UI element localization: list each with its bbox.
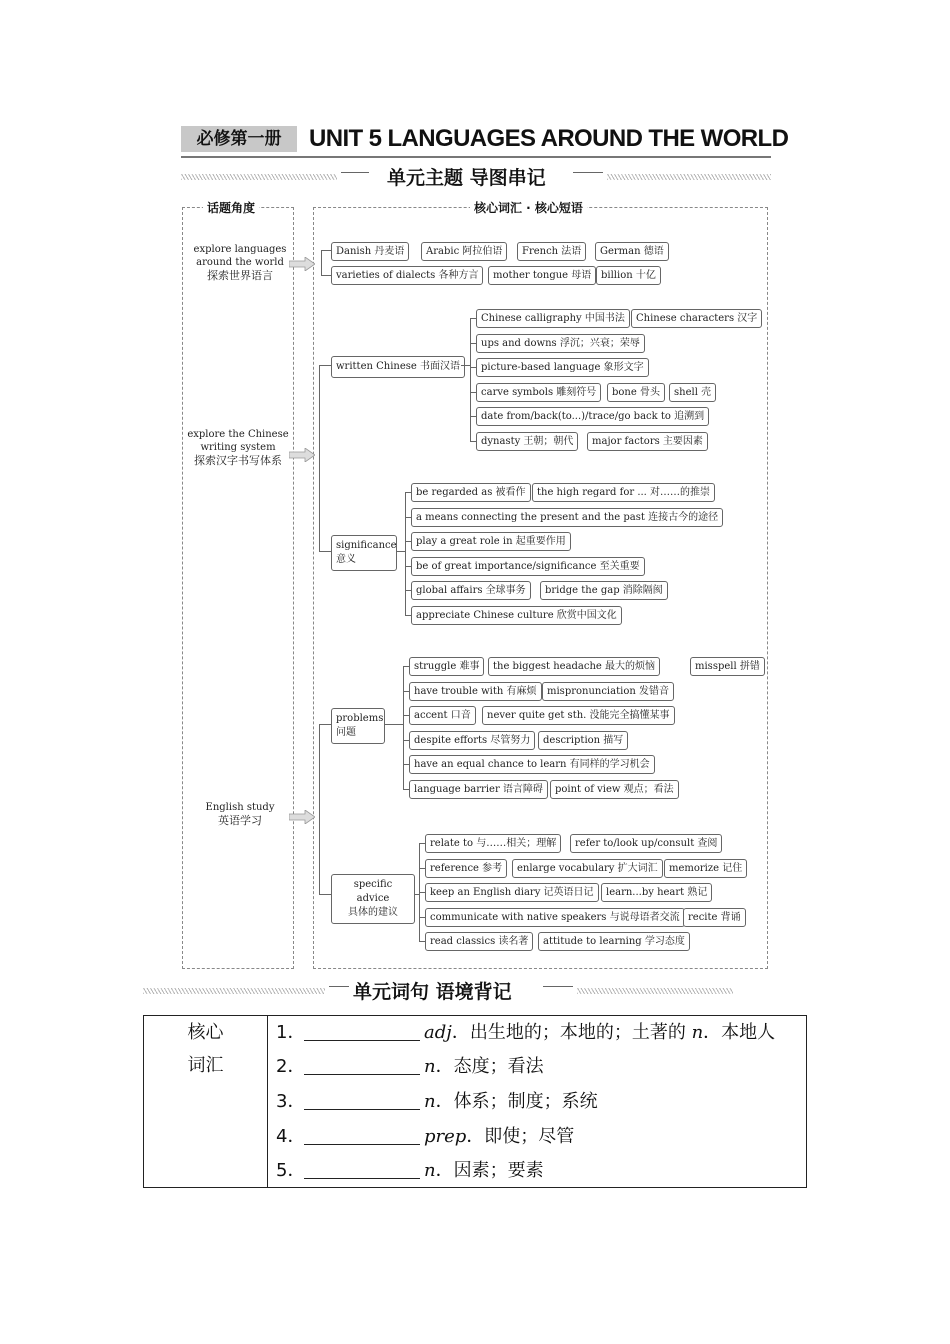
meaning: ．因素；要素 (435, 1160, 544, 1181)
meaning: ．体系；制度；系统 (435, 1091, 598, 1112)
vocab-item: memorize 记住 (664, 859, 747, 878)
hub-en: significance (336, 540, 397, 551)
arrow-right-icon (289, 448, 315, 462)
topic-cn: 探索世界语言 (207, 269, 273, 282)
page-header (181, 124, 789, 158)
vocab-item: misspell 拼错 (690, 657, 765, 676)
topic-angle-label: 话题角度 (203, 200, 259, 216)
connector (470, 318, 471, 442)
unit-title: UNIT 5 LANGUAGES AROUND THE WORLD (309, 125, 789, 152)
connector (319, 894, 331, 895)
banner-title: 单元主题 导图串记 (387, 167, 546, 189)
vocab-item: recite 背诵 (683, 908, 746, 927)
banner-wing (543, 986, 573, 997)
answer-blank[interactable] (304, 1120, 420, 1145)
connector (321, 250, 331, 251)
book-tag: 必修第一册 (181, 126, 297, 152)
arrow-right-icon (289, 810, 315, 824)
vocab-row (276, 1016, 775, 1050)
header-rule (181, 156, 771, 158)
connector (403, 666, 404, 790)
hub-problems (331, 708, 385, 744)
connector (321, 275, 331, 276)
vocab-item: date from/back(to...)/trace/go back to 追溯到 (476, 407, 709, 426)
vocab-item: communicate with native speakers 与说母语者交流 (425, 908, 685, 927)
vocab-item: a means connecting the present and the past 连接古今的途径 (411, 508, 723, 527)
vocab-item: accent 口音 (409, 706, 476, 725)
hub-specific-advice (331, 874, 415, 924)
meaning: ．态度；看法 (435, 1056, 544, 1077)
section-banner-mindmap (181, 164, 771, 192)
connector (319, 365, 320, 551)
hub-cn: 问题 (336, 727, 356, 738)
hatch-decoration (577, 988, 733, 994)
banner-title: 单元词句 语境背记 (353, 981, 512, 1003)
connector (319, 724, 331, 725)
connector (405, 492, 406, 616)
vocab-item: mother tongue 母语 (488, 266, 596, 285)
vocab-item: refer to/look up/consult 查阅 (570, 834, 722, 853)
arrow-right-icon (289, 257, 315, 271)
connector (319, 365, 331, 366)
vocab-item: bridge the gap 消除隔阂 (540, 581, 668, 600)
vocab-item: point of view 观点；看法 (550, 780, 679, 799)
hub-cn: 具体的建议 (348, 907, 398, 918)
vocab-item: global affairs 全球事务 (411, 581, 531, 600)
vocab-item: learn...by heart 熟记 (601, 883, 712, 902)
banner-wing (341, 172, 369, 183)
vocab-item: have trouble with 有麻烦 (409, 682, 542, 701)
part-of-speech: adj (424, 1022, 452, 1043)
hatch-decoration (143, 988, 325, 994)
hub-cn: 意义 (336, 554, 356, 565)
hub-significance (331, 535, 397, 571)
topic-chinese-writing (186, 428, 290, 467)
connector (385, 724, 403, 725)
topic-en: English study (205, 802, 275, 813)
vocab-item: ups and downs 浮沉；兴衰；荣辱 (476, 334, 645, 353)
vocab-item: the high regard for ... 对……的推崇 (532, 483, 715, 502)
row-number: 2． (276, 1056, 306, 1077)
topic-cn: 英语学习 (218, 814, 262, 827)
vocab-item: have an equal chance to learn 有同样的学习机会 (409, 755, 655, 774)
table-heading (144, 1016, 267, 1082)
vocab-row (276, 1120, 574, 1154)
connector (319, 551, 331, 552)
vocab-item: Chinese calligraphy 中国书法 (476, 309, 630, 328)
vocab-item: be of great importance/significance 至关重要 (411, 557, 645, 576)
topic-en: explore languages around the world (193, 244, 287, 268)
vocab-item: appreciate Chinese culture 欣赏中国文化 (411, 606, 622, 625)
vocab-item: language barrier 语言障碍 (409, 780, 548, 799)
banner-wing (573, 172, 603, 183)
vocab-item: the biggest headache 最大的烦恼 (488, 657, 660, 676)
part-of-speech: n (424, 1091, 436, 1112)
row-number: 1． (276, 1022, 306, 1043)
vocab-item: carve symbols 雕刻符号 (476, 383, 601, 402)
vocab-item: relate to 与……相关；理解 (425, 834, 561, 853)
heading-line: 词汇 (187, 1055, 224, 1076)
vocab-item: play a great role in 起重要作用 (411, 532, 571, 551)
row-number: 5． (276, 1160, 306, 1181)
row-number: 3． (276, 1091, 306, 1112)
answer-blank[interactable] (304, 1085, 420, 1110)
vocab-item: be regarded as 被看作 (411, 483, 531, 502)
vocab-item: Arabic 阿拉伯语 (421, 242, 507, 261)
vocab-item: never quite get sth. 没能完全搞懂某事 (482, 706, 675, 725)
hatch-decoration (607, 174, 771, 180)
connector (321, 250, 322, 275)
vocab-item: attitude to learning 学习态度 (538, 932, 690, 951)
topic-en: explore the Chinese writing system (187, 429, 289, 453)
vocab-item: Danish 丹麦语 (331, 242, 409, 261)
vocab-item: enlarge vocabulary 扩大词汇 (512, 859, 663, 878)
part-of-speech: n (691, 1022, 704, 1043)
vocab-item: reference 参考 (425, 859, 507, 878)
core-vocab-table (143, 1015, 807, 1188)
topic-angle-frame (182, 207, 294, 969)
topic-cn: 探索汉字书写体系 (194, 454, 282, 467)
hub-written-chinese: written Chinese 书面汉语 (331, 356, 465, 378)
vocab-row (276, 1050, 544, 1084)
heading-line: 核心 (187, 1022, 224, 1043)
connector (319, 724, 320, 895)
topic-languages (190, 243, 290, 282)
answer-blank[interactable] (304, 1016, 420, 1041)
hatch-decoration (181, 174, 337, 180)
vocab-item: struggle 难事 (409, 657, 484, 676)
part-of-speech: n (424, 1056, 436, 1077)
meaning: ．出生地的；本地的；土著的 (451, 1022, 692, 1043)
vocab-item: dynasty 王朝；朝代 (476, 432, 578, 451)
banner-wing (329, 986, 349, 997)
vocab-item: billion 十亿 (596, 266, 661, 285)
vocab-item: description 描写 (538, 731, 628, 750)
vocab-item: major factors 主要因素 (587, 432, 708, 451)
row-number: 4． (276, 1126, 306, 1147)
meaning: ．本地人 (703, 1022, 776, 1043)
vocab-item: mispronunciation 发错音 (542, 682, 674, 701)
vocab-item: French 法语 (517, 242, 586, 261)
hub-en: specific advice (353, 879, 393, 904)
answer-blank[interactable] (304, 1154, 420, 1179)
vocab-item: read classics 读名著 (425, 932, 533, 951)
section-banner-vocab (143, 978, 733, 1006)
part-of-speech: n (424, 1160, 436, 1181)
part-of-speech: prep (424, 1126, 467, 1147)
vocab-item: bone 骨头 (607, 383, 665, 402)
vocab-row (276, 1154, 544, 1188)
core-vocab-label: 核心词汇 · 核心短语 (470, 200, 587, 216)
meaning: ．即使；尽管 (466, 1126, 575, 1147)
vocab-item: German 德语 (595, 242, 669, 261)
vocab-item: shell 壳 (669, 383, 716, 402)
answer-blank[interactable] (304, 1050, 420, 1075)
vocab-item: keep an English diary 记英语日记 (425, 883, 599, 902)
vocab-row (276, 1085, 598, 1119)
hub-en: problems (336, 713, 384, 724)
topic-english-study (190, 801, 290, 827)
vocab-item: varieties of dialects 各种方言 (331, 266, 483, 285)
vocab-item: Chinese characters 汉字 (631, 309, 762, 328)
vocab-item: picture-based language 象形文字 (476, 358, 649, 377)
vocab-item: despite efforts 尽管努力 (409, 731, 535, 750)
table-divider (267, 1016, 268, 1187)
